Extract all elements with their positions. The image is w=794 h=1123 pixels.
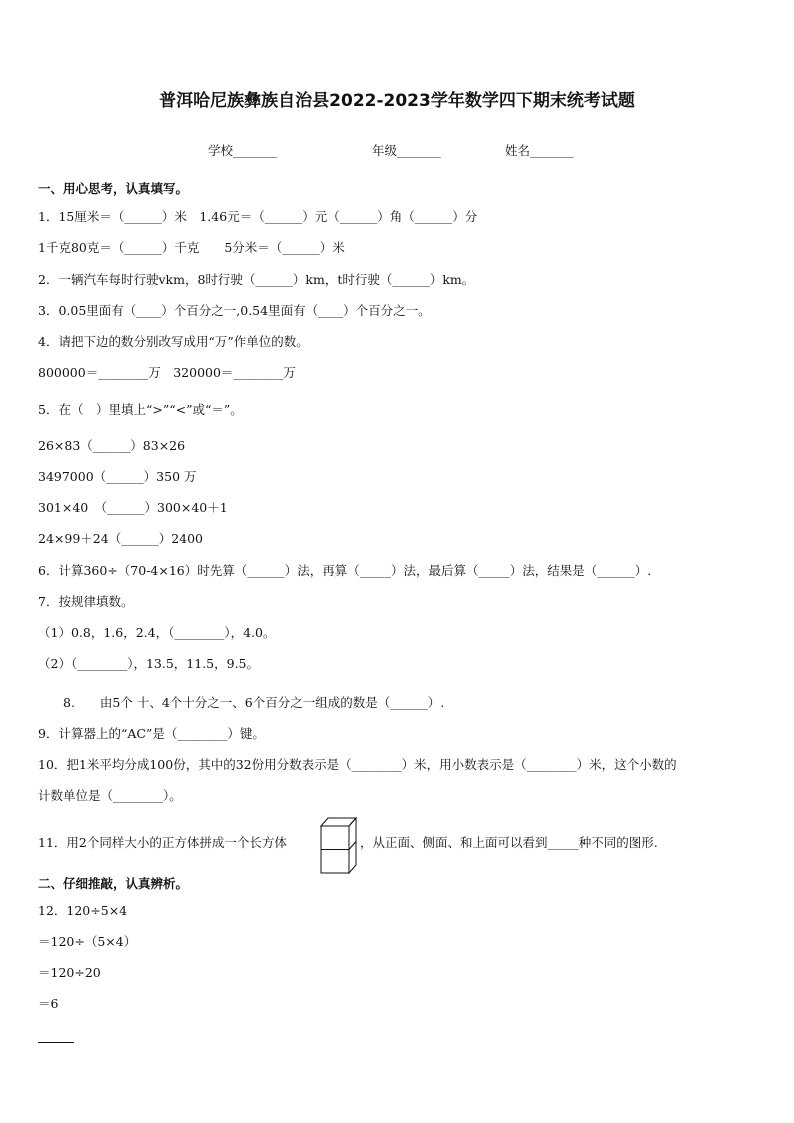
question-5-item-3: 301×40 （______）300×40＋1 [38, 500, 228, 515]
question-8: 8. 由5个 十、4个十分之一、6个百分之一组成的数是（______）. [38, 695, 445, 710]
question-1-line-2: 1千克80克＝（______）千克 5分米＝（______）米 [38, 240, 345, 255]
question-4-answers: 800000＝________万 320000＝________万 [38, 365, 296, 380]
grade-field-label: 年级_______ [372, 143, 441, 158]
question-7-part-2: （2）（________），13.5，11.5，9.5。 [38, 656, 259, 671]
question-7: 7．按规律填数。 [38, 594, 134, 609]
question-4: 4．请把下边的数分别改写成用“万”作单位的数。 [38, 334, 309, 349]
question-12: 12．120÷5×4 [38, 903, 128, 918]
question-5-item-1: 26×83（______）83×26 [38, 438, 186, 453]
question-9: 9．计算器上的“AC”是（________）键。 [38, 726, 265, 741]
name-field-label: 姓名_______ [505, 143, 574, 158]
question-12-step-2: ＝120÷20 [38, 965, 101, 980]
question-12-step-1: ＝120÷（5×4） [38, 934, 137, 949]
question-7-part-1: （1）0.8，1.6，2.4，（________），4.0。 [38, 625, 276, 640]
question-12-step-3: ＝6 [38, 996, 59, 1011]
question-2: 2．一辆汽车每时行驶vkm，8时行驶（______）km，t时行驶（______）km。 [38, 272, 475, 287]
cuboid-figure [320, 812, 358, 874]
question-10-line-2: 计数单位是（________）。 [38, 788, 182, 803]
answer-blank-line [38, 1042, 74, 1043]
student-info-line [0, 141, 794, 159]
question-10-line-1: 10．把1米平均分成100份，其中的32份用分数表示是（________）米，用小数表示是（________）米，这个小数的 [38, 757, 677, 772]
section-two-heading: 二、仔细推敲，认真辨析。 [38, 876, 189, 891]
question-11-part-1: 11．用2个同样大小的正方体拼成一个长方体 [38, 835, 287, 850]
question-11-part-2: ，从正面、侧面、和上面可以看到_____种不同的图形. [360, 835, 658, 850]
question-5-item-4: 24×99＋24（______）2400 [38, 531, 204, 546]
question-5-item-2: 3497000（______）350 万 [38, 469, 197, 484]
school-field-label: 学校_______ [208, 143, 277, 158]
section-one-heading: 一、用心思考，认真填写。 [38, 181, 189, 196]
question-6: 6．计算360÷（70-4×16）时先算（______）法，再算（_____）法，最后算（_____）法，结果是（______）. [38, 563, 652, 578]
question-1-line-1: 1．15厘米＝（______）米 1.46元＝（______）元（______）角（______）分 [38, 209, 478, 224]
question-5: 5．在（ ）里填上“>”“<”或“＝”。 [38, 402, 243, 417]
question-3: 3．0.05里面有（____）个百分之一,0.54里面有（____）个百分之一。 [38, 303, 431, 318]
page-title: 普洱哈尼族彝族自治县2022-2023学年数学四下期末统考试题 [159, 91, 635, 111]
